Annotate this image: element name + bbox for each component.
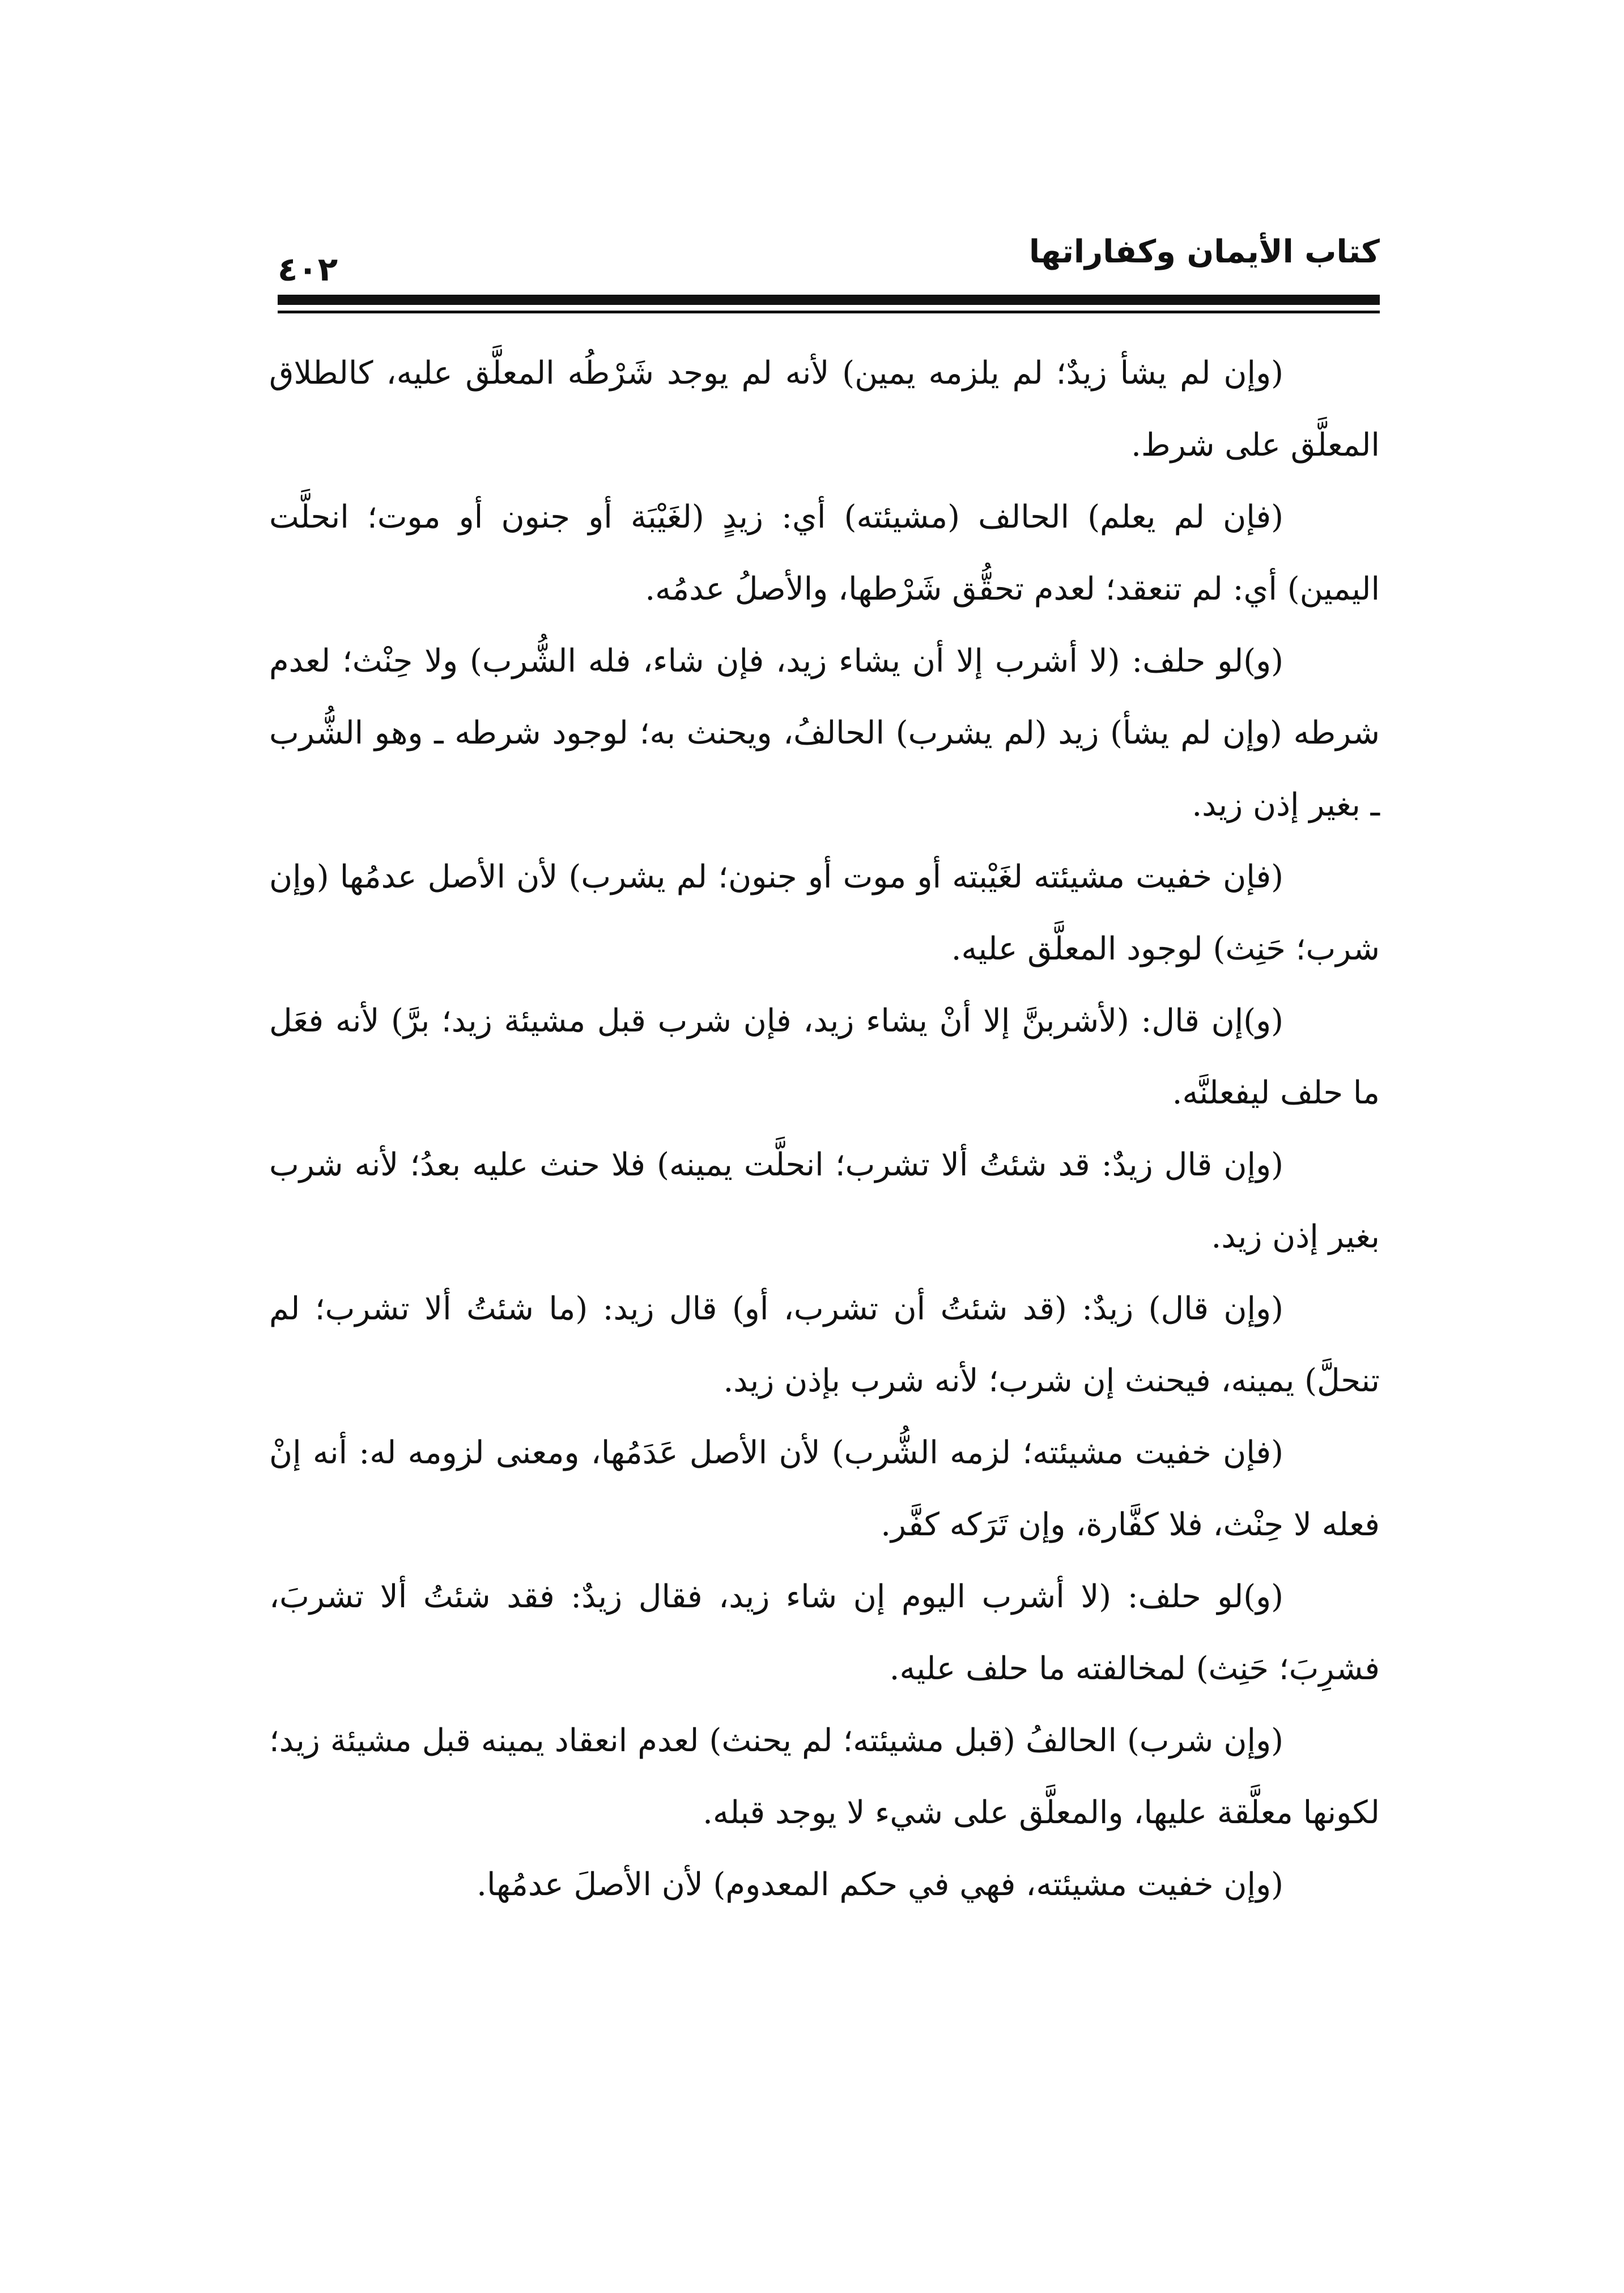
page-header [278,230,1380,289]
paragraph: (فإن لم يعلم) الحالف (مشيئته) أي: زيدٍ (لغَيْبَة أو جنون أو موت؛ انحلَّت اليمين) أي: لم تنعقد؛ لعدم تحقُّق شَرْطها، والأصلُ عدمُه. [269,499,1380,608]
paragraph: (وإن قال) زيدٌ: (قد شئتُ أن تشرب، أو) قال زيد: (ما شئتُ ألا تشرب؛ لم تنحلَّ) يمينه، فيحنث إن شرب؛ لأنه شرب بإذن زيد. [269,1290,1380,1399]
paragraph: (وإن قال زيدٌ: قد شئتُ ألا تشرب؛ انحلَّت يمينه) فلا حنث عليه بعدُ؛ لأنه شرب بغير إذن زيد. [269,1146,1380,1255]
paragraph: (و)لو حلف: (لا أشرب اليوم إن شاء زيد، فقال زيدٌ: فقد شئتُ ألا تشربَ، فشرِبَ؛ حَنِث) لمخالفته ما حلف عليه. [269,1578,1380,1687]
paragraph: (فإن خفيت مشيئته لغَيْبته أو موت أو جنون؛ لم يشرب) لأن الأصل عدمُها (وإن شرب؛ حَنِث) لوجود المعلَّق عليه. [269,859,1380,967]
paragraph: (وإن شرب) الحالفُ (قبل مشيئته؛ لم يحنث) لعدم انعقاد يمينه قبل مشيئة زيد؛ لكونها معلَّقة عليها، والمعلَّق على شيء لا يوجد قبله. [269,1722,1380,1831]
header-rule-thin [278,311,1380,313]
paragraph: (وإن خفيت مشيئته، فهي في حكم المعدوم) لأن الأصلَ عدمُها. [477,1866,1283,1903]
body-text [269,337,1380,1921]
running-title: كتاب الأيمان وكفاراتها [1028,233,1380,270]
paragraph: (فإن خفيت مشيئته؛ لزمه الشُّرب) لأن الأصل عَدَمُها، ومعنى لزومه له: أنه إنْ فعله لا حِنْث، فلا كفَّارة، وإن تَرَكه كفَّر. [269,1434,1380,1543]
page-number: ٤٠٢ [278,250,338,288]
header-rule-thick [278,295,1380,305]
paragraph: (و)إن قال: (لأشربنَّ إلا أنْ يشاء زيد، فإن شرب قبل مشيئة زيد؛ برَّ) لأنه فعَل ما حلف ليفعلنَّه. [269,1003,1380,1111]
paragraph: (وإن لم يشأ زيدٌ؛ لم يلزمه يمين) لأنه لم يوجد شَرْطُه المعلَّق عليه، كالطلاق المعلَّق على شرط. [269,355,1380,464]
paragraph: (و)لو حلف: (لا أشرب إلا أن يشاء زيد، فإن شاء، فله الشُّرب) ولا حِنْث؛ لعدم شرطه (وإن لم يشأ) زيد (لم يشرب) الحالفُ، ويحنث به؛ لوجود شرطه ـ وهو الشُّرب ـ بغير إذن زيد. [269,643,1380,823]
